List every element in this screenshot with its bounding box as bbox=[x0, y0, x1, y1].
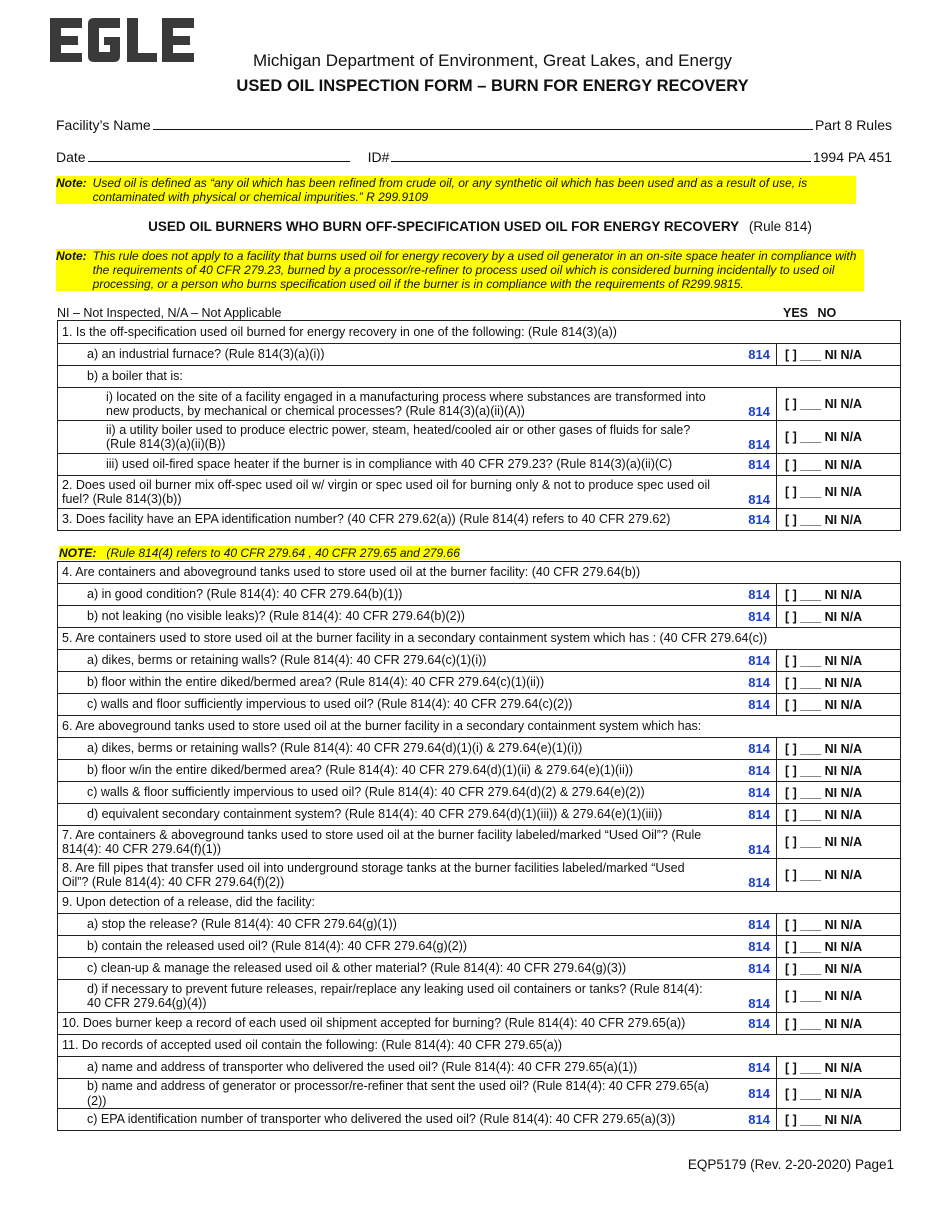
section-heading-text: USED OIL BURNERS WHO BURN OFF-SPECIFICATION USED OIL FOR ENERGY RECOVERY bbox=[148, 219, 740, 234]
question-text: 11. Do records of accepted used oil contain the following: (Rule 814(4): 40 CFR 279.65(a)) bbox=[58, 1035, 901, 1057]
rule-code: 814 bbox=[717, 584, 777, 606]
answer-field[interactable]: [ ] ___ NI N/A bbox=[777, 980, 901, 1013]
question-text: b) contain the released used oil? (Rule 814(4): 40 CFR 279.64(g)(2)) bbox=[58, 936, 717, 958]
date-id-row bbox=[56, 149, 892, 165]
question-text: b) floor within the entire diked/bermed area? (Rule 814(4): 40 CFR 279.64(c)(1)(ii)) bbox=[58, 672, 717, 694]
question-row bbox=[58, 454, 901, 476]
rule-code: 814 bbox=[716, 344, 776, 366]
answer-field[interactable]: [ ] ___ NI N/A bbox=[777, 584, 901, 606]
rule-code: 814 bbox=[717, 606, 777, 628]
facility-name-row bbox=[56, 117, 892, 133]
question-row bbox=[58, 476, 901, 509]
question-text: 8. Are fill pipes that transfer used oil into underground storage tanks at the burner facilities labeled/marked “Used Oil”? (Rule 814(4): 40 CFR 279.64(f)(2)) bbox=[58, 859, 717, 892]
answer-field[interactable]: [ ] ___ NI N/A bbox=[777, 782, 901, 804]
question-text: a) in good condition? (Rule 814(4): 40 CFR 279.64(b)(1)) bbox=[58, 584, 717, 606]
note-text: Used oil is defined as “any oil which has been refined from crude oil, or any synthetic oil which has been used and as a result of use, is contaminated with physical or chemical impurities.” R 299.9109 bbox=[93, 176, 856, 204]
question-row bbox=[58, 509, 901, 531]
question-text: 1. Is the off-specification used oil burned for energy recovery in one of the following: (Rule 814(3)(a)) bbox=[58, 321, 901, 344]
id-label: ID# bbox=[367, 149, 390, 165]
note-rule-814-4 bbox=[59, 546, 460, 560]
answer-field[interactable]: [ ] ___ NI N/A bbox=[777, 1013, 901, 1035]
rule-code: 814 bbox=[717, 650, 777, 672]
answer-field[interactable]: [ ] ___ NI N/A bbox=[776, 454, 900, 476]
question-text: a) stop the release? (Rule 814(4): 40 CFR 279.64(g)(1)) bbox=[58, 914, 717, 936]
question-row bbox=[58, 562, 901, 584]
question-row bbox=[58, 1057, 901, 1079]
note-text: (Rule 814(4) refers to 40 CFR 279.64 , 40 CFR 279.65 and 279.66 bbox=[106, 546, 460, 560]
question-row bbox=[58, 388, 901, 421]
question-row bbox=[58, 738, 901, 760]
note-label: Note: bbox=[56, 249, 93, 291]
answer-field[interactable]: [ ] ___ NI N/A bbox=[777, 914, 901, 936]
rule-code: 814 bbox=[717, 782, 777, 804]
answer-field[interactable]: [ ] ___ NI N/A bbox=[777, 804, 901, 826]
question-row bbox=[58, 421, 901, 454]
answer-field[interactable]: [ ] ___ NI N/A bbox=[777, 859, 901, 892]
rule-code: 814 bbox=[717, 980, 777, 1013]
question-row bbox=[58, 1013, 901, 1035]
answer-field[interactable]: [ ] ___ NI N/A bbox=[777, 826, 901, 859]
rule-code: 814 bbox=[717, 1013, 777, 1035]
answer-field[interactable]: [ ] ___ NI N/A bbox=[777, 738, 901, 760]
agency-name: Michigan Department of Environment, Great Lakes, and Energy bbox=[252, 51, 733, 70]
question-text: b) floor w/in the entire diked/bermed area? (Rule 814(4): 40 CFR 279.64(d)(1)(ii) & 279.64(e)(1)(ii)) bbox=[58, 760, 717, 782]
answer-field[interactable]: [ ] ___ NI N/A bbox=[777, 672, 901, 694]
rule-code: 814 bbox=[716, 421, 776, 454]
answer-field[interactable]: [ ] ___ NI N/A bbox=[777, 694, 901, 716]
questions-table-2 bbox=[57, 561, 901, 1131]
rule-code: 814 bbox=[717, 1057, 777, 1079]
answer-field[interactable]: [ ] ___ NI N/A bbox=[776, 421, 900, 454]
answer-field[interactable]: [ ] ___ NI N/A bbox=[777, 936, 901, 958]
question-text: ii) a utility boiler used to produce electric power, steam, heated/cooled air or other gases of fluids for sale? (Rule 814(3)(a)(ii)(B)) bbox=[58, 421, 717, 454]
question-row bbox=[58, 366, 901, 388]
question-text: iii) used oil-fired space heater if the burner is in compliance with 40 CFR 279.23? (Rule 814(3)(a)(ii)(C) bbox=[58, 454, 717, 476]
answer-field[interactable]: [ ] ___ NI N/A bbox=[777, 1079, 901, 1109]
question-row bbox=[58, 1109, 901, 1131]
part8-rules-label: Part 8 Rules bbox=[814, 117, 892, 133]
question-text: c) clean-up & manage the released used oil & other material? (Rule 814(4): 40 CFR 279.64(g)(3)) bbox=[58, 958, 717, 980]
rule-code: 814 bbox=[717, 804, 777, 826]
answer-field[interactable]: [ ] ___ NI N/A bbox=[776, 388, 900, 421]
rule-code: 814 bbox=[717, 1079, 777, 1109]
question-text: a) dikes, berms or retaining walls? (Rule 814(4): 40 CFR 279.64(c)(1)(i)) bbox=[58, 650, 717, 672]
section-heading bbox=[0, 219, 950, 234]
rule-code: 814 bbox=[717, 914, 777, 936]
note-label: Note: bbox=[56, 176, 93, 204]
question-row bbox=[58, 859, 901, 892]
question-text: d) equivalent secondary containment system? (Rule 814(4): 40 CFR 279.64(d)(1)(iii)) & 279.64(e)(1)(iii)) bbox=[58, 804, 717, 826]
question-text: c) walls and floor sufficiently impervious to used oil? (Rule 814(4): 40 CFR 279.64(c)(2)) bbox=[58, 694, 717, 716]
answer-field[interactable]: [ ] ___ NI N/A bbox=[777, 1109, 901, 1131]
rule-code: 814 bbox=[716, 476, 776, 509]
rule-code: 814 bbox=[717, 826, 777, 859]
question-text: a) dikes, berms or retaining walls? (Rule 814(4): 40 CFR 279.64(d)(1)(i) & 279.64(e)(1)(i)) bbox=[58, 738, 717, 760]
question-text: c) EPA identification number of transporter who delivered the used oil? (Rule 814(4): 40 CFR 279.65(a)(3)) bbox=[58, 1109, 717, 1131]
question-text: a) name and address of transporter who delivered the used oil? (Rule 814(4): 40 CFR 279.65(a)(1)) bbox=[58, 1057, 717, 1079]
question-row bbox=[58, 694, 901, 716]
pa451-label: 1994 PA 451 bbox=[812, 149, 892, 165]
question-row bbox=[58, 760, 901, 782]
question-text: 3. Does facility have an EPA identification number? (40 CFR 279.62(a)) (Rule 814(4) refers to 40 CFR 279.62) bbox=[58, 509, 717, 531]
question-row bbox=[58, 936, 901, 958]
date-field[interactable] bbox=[88, 149, 350, 162]
question-row bbox=[58, 826, 901, 859]
question-text: c) walls & floor sufficiently impervious to used oil? (Rule 814(4): 40 CFR 279.64(d)(2) & 279.64(e)(2)) bbox=[58, 782, 717, 804]
question-text: 5. Are containers used to store used oil at the burner facility in a secondary containment system which has : (40 CFR 279.64(c)) bbox=[58, 628, 901, 650]
question-row bbox=[58, 1035, 901, 1057]
answer-field[interactable]: [ ] ___ NI N/A bbox=[777, 958, 901, 980]
note-label: NOTE: bbox=[59, 546, 97, 560]
question-text: 4. Are containers and aboveground tanks used to store used oil at the burner facility: (40 CFR 279.64(b)) bbox=[58, 562, 901, 584]
question-text: a) an industrial furnace? (Rule 814(3)(a)(i)) bbox=[58, 344, 717, 366]
rule-code: 814 bbox=[717, 859, 777, 892]
facility-name-field[interactable] bbox=[153, 117, 813, 130]
answer-field[interactable]: [ ] ___ NI N/A bbox=[776, 476, 900, 509]
question-row bbox=[58, 650, 901, 672]
id-field[interactable] bbox=[391, 149, 810, 162]
form-title: USED OIL INSPECTION FORM – BURN FOR ENERGY RECOVERY bbox=[236, 77, 749, 95]
question-row bbox=[58, 321, 901, 344]
question-text: 10. Does burner keep a record of each used oil shipment accepted for burning? (Rule 814(4): 40 CFR 279.65(a)) bbox=[58, 1013, 717, 1035]
rule-code: 814 bbox=[717, 694, 777, 716]
answer-field[interactable]: [ ] ___ NI N/A bbox=[777, 760, 901, 782]
rule-code: 814 bbox=[716, 454, 776, 476]
rule-code: 814 bbox=[717, 958, 777, 980]
question-row bbox=[58, 1079, 901, 1109]
question-row bbox=[58, 980, 901, 1013]
question-row bbox=[58, 914, 901, 936]
questions-table-1 bbox=[57, 320, 901, 531]
question-text: d) if necessary to prevent future releases, repair/replace any leaking used oil containers or tanks? (Rule 814(4): 40 CFR 279.64(g)(4)) bbox=[58, 980, 717, 1013]
question-row bbox=[58, 892, 901, 914]
answer-field[interactable]: [ ] ___ NI N/A bbox=[776, 509, 900, 531]
question-text: 7. Are containers & aboveground tanks used to store used oil at the burner facility labeled/marked “Used Oil”? (Rule 814(4): 40 CFR 279.64(f)(1)) bbox=[58, 826, 717, 859]
question-text: i) located on the site of a facility engaged in a manufacturing process where substances are transformed into new products, by mechanical or chemical processes? (Rule 814(3)(a)(ii)(A)) bbox=[58, 388, 717, 421]
rule-code: 814 bbox=[716, 509, 776, 531]
question-row bbox=[58, 584, 901, 606]
question-row bbox=[58, 782, 901, 804]
question-text: 2. Does used oil burner mix off-spec used oil w/ virgin or spec used oil for burning only & not to produce spec used oil fuel? (Rule 814(3)(b)) bbox=[58, 476, 717, 509]
answer-field[interactable]: [ ] ___ NI N/A bbox=[777, 650, 901, 672]
facility-name-label: Facility’s Name bbox=[56, 117, 151, 133]
note-text: This rule does not apply to a facility that burns used oil for energy recovery by a used oil generator in an on-site space heater in compliance with the requirements of 40 CFR 279.23, burned by a processor/re-refiner to process used oil which is considered burning incidentally to used oil processing, or a person who burns specification used oil if the burner is in compliance with the requirements of R299.9815. bbox=[93, 249, 864, 291]
note-rule-exemptions bbox=[56, 249, 864, 291]
rule-code: 814 bbox=[717, 672, 777, 694]
rule-code: 814 bbox=[717, 936, 777, 958]
date-label: Date bbox=[56, 149, 86, 165]
rule-code: 814 bbox=[717, 1109, 777, 1131]
yes-no-header: YES NO bbox=[783, 306, 837, 320]
section-rule: (Rule 814) bbox=[748, 219, 812, 234]
note-used-oil-definition bbox=[56, 176, 856, 204]
question-row bbox=[58, 628, 901, 650]
rule-code: 814 bbox=[717, 760, 777, 782]
rule-code: 814 bbox=[716, 388, 776, 421]
question-row bbox=[58, 804, 901, 826]
question-row bbox=[58, 716, 901, 738]
question-row bbox=[58, 344, 901, 366]
question-text: b) a boiler that is: bbox=[58, 366, 901, 388]
rule-code: 814 bbox=[717, 738, 777, 760]
question-row bbox=[58, 672, 901, 694]
question-row bbox=[58, 958, 901, 980]
answer-field[interactable]: [ ] ___ NI N/A bbox=[777, 1057, 901, 1079]
answer-field[interactable]: [ ] ___ NI N/A bbox=[776, 344, 900, 366]
question-text: b) name and address of generator or processor/re-refiner that sent the used oil? (Rule 814(4): 40 CFR 279.65(a)(2)) bbox=[58, 1079, 717, 1109]
question-text: b) not leaking (no visible leaks)? (Rule 814(4): 40 CFR 279.64(b)(2)) bbox=[58, 606, 717, 628]
question-text: 9. Upon detection of a release, did the facility: bbox=[58, 892, 901, 914]
legend: NI – Not Inspected, N/A – Not Applicable bbox=[57, 306, 282, 320]
question-text: 6. Are aboveground tanks used to store used oil at the burner facility in a secondary containment system which has: bbox=[58, 716, 901, 738]
answer-field[interactable]: [ ] ___ NI N/A bbox=[777, 606, 901, 628]
question-row bbox=[58, 606, 901, 628]
form-footer: EQP5179 (Rev. 2-20-2020) Page1 bbox=[687, 1157, 894, 1172]
